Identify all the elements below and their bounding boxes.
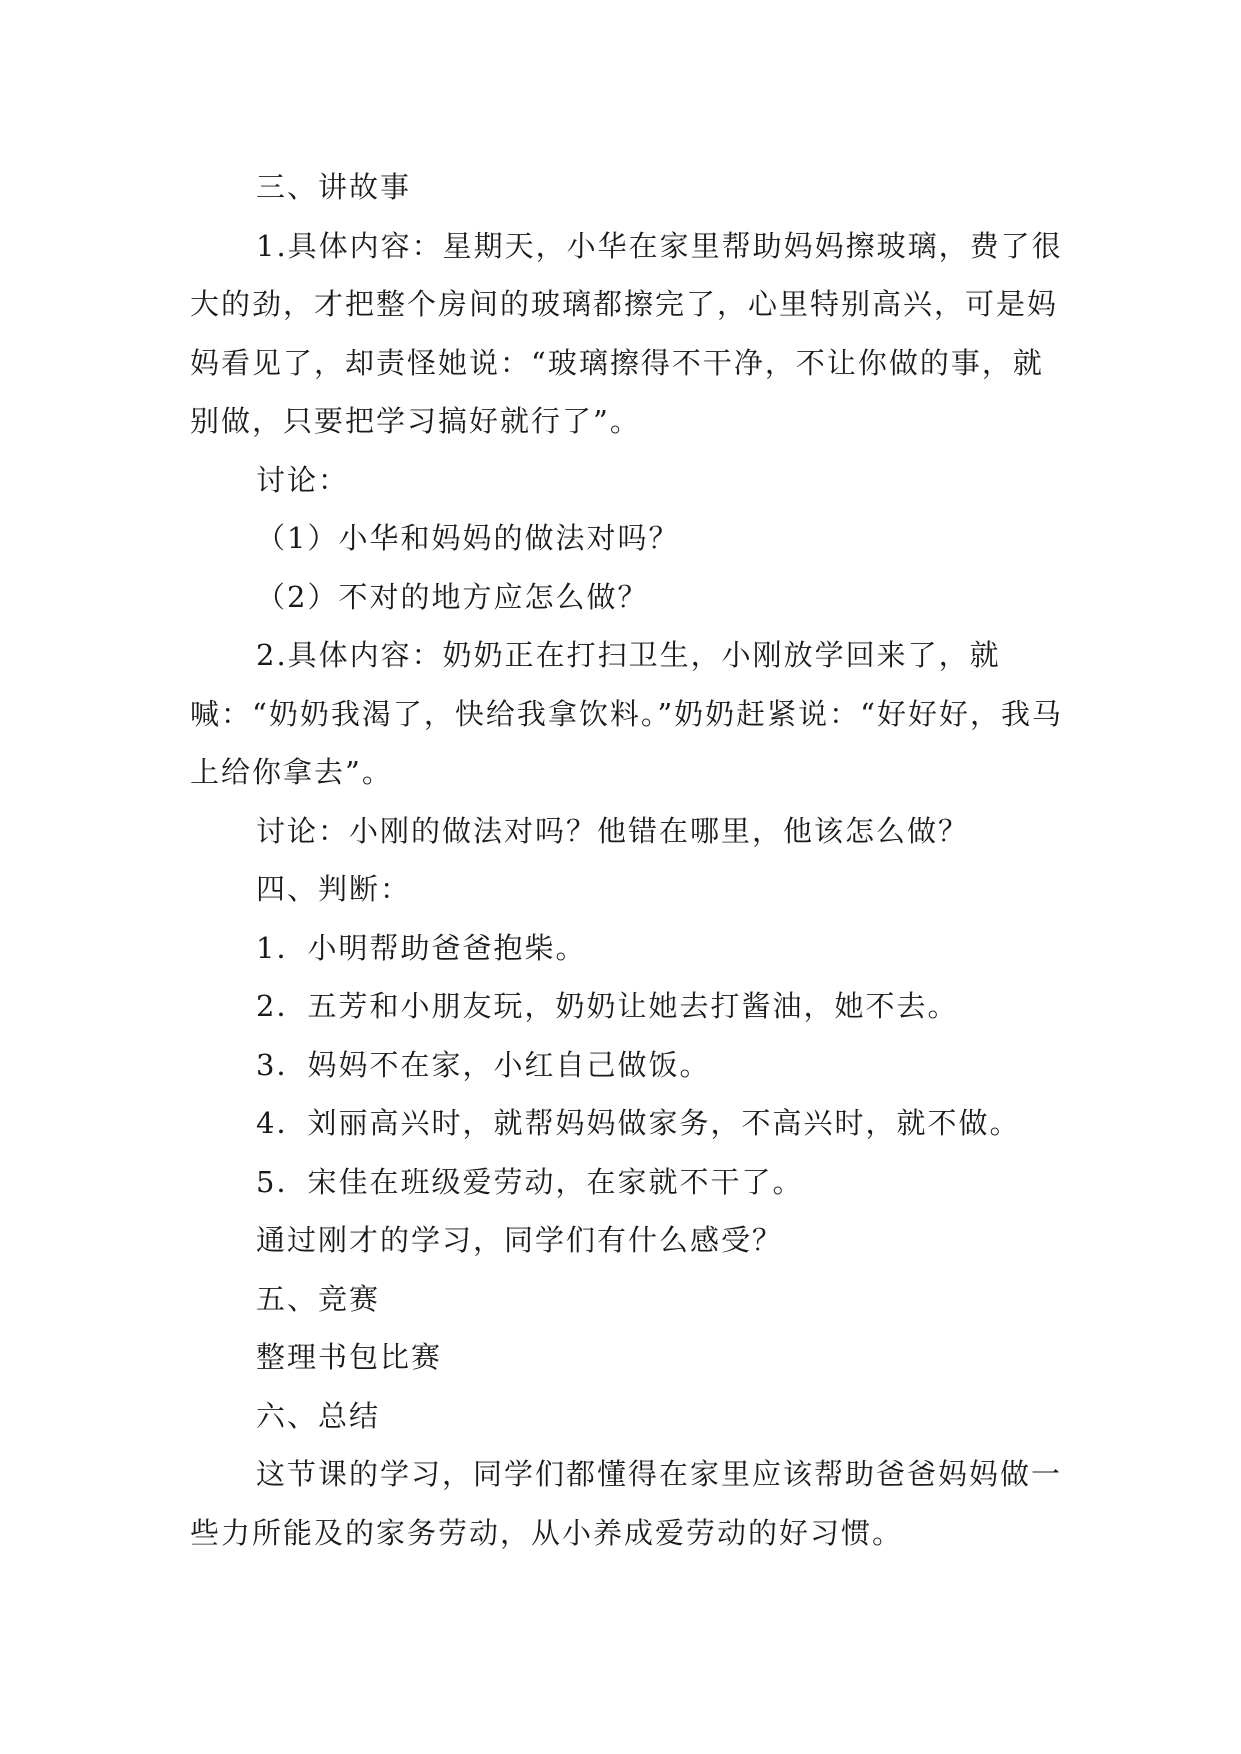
discussion-question-2: （2）不对的地方应怎么做？: [256, 579, 649, 614]
judgement-item-2: 2．五芳和小朋友玩，奶奶让她去打酱油，她不去。: [256, 989, 959, 1023]
judgement-item-5: 5．宋佳在班级爱劳动，在家就不干了。: [256, 1164, 804, 1199]
competition-item: 整理书包比赛: [256, 1340, 443, 1374]
story-2-content: 2.具体内容：奶奶正在打扫卫生，小刚放学回来了，就喊：“奶奶我渴了，快给我拿饮料。”奶奶赶紧说：“好好好，我马上给你拿去”。: [190, 638, 1063, 789]
judgement-item-3: 3．妈妈不在家，小红自己做饭。: [256, 1047, 711, 1082]
judgement-item-4: 4．刘丽高兴时，就帮妈妈做家务，不高兴时，就不做。: [256, 1106, 1021, 1140]
reflection-question: 通过刚才的学习，同学们有什么感受？: [256, 1223, 784, 1257]
section-heading-competition: 五、竞赛: [256, 1281, 381, 1316]
section-heading-storytelling: 三、讲故事: [256, 170, 412, 204]
section-heading-summary: 六、总结: [256, 1398, 381, 1433]
story-2-discussion: 讨论：小刚的做法对吗？他错在哪里，他该怎么做？: [256, 813, 970, 848]
judgement-item-1: 1．小明帮助爸爸抱柴。: [256, 930, 587, 965]
story-1-content: 1.具体内容：星期天，小华在家里帮助妈妈擦玻璃，费了很大的劲，才把整个房间的玻璃都擦完了，心里特别高兴，可是妈妈看见了，却责怪她说：“玻璃擦得不干净，不让你做的事，就别做，只要把学习搞好就行了”。: [190, 228, 1063, 438]
summary-text: 这节课的学习，同学们都懂得在家里应该帮助爸爸妈妈做一些力所能及的家务劳动，从小养成爱劳动的好习惯。: [190, 1457, 1063, 1550]
document-body: [190, 158, 1070, 1562]
discussion-label: 讨论：: [256, 462, 350, 497]
discussion-question-1: （1）小华和妈妈的做法对吗？: [256, 521, 680, 555]
section-heading-judgement: 四、判断：: [256, 872, 412, 906]
